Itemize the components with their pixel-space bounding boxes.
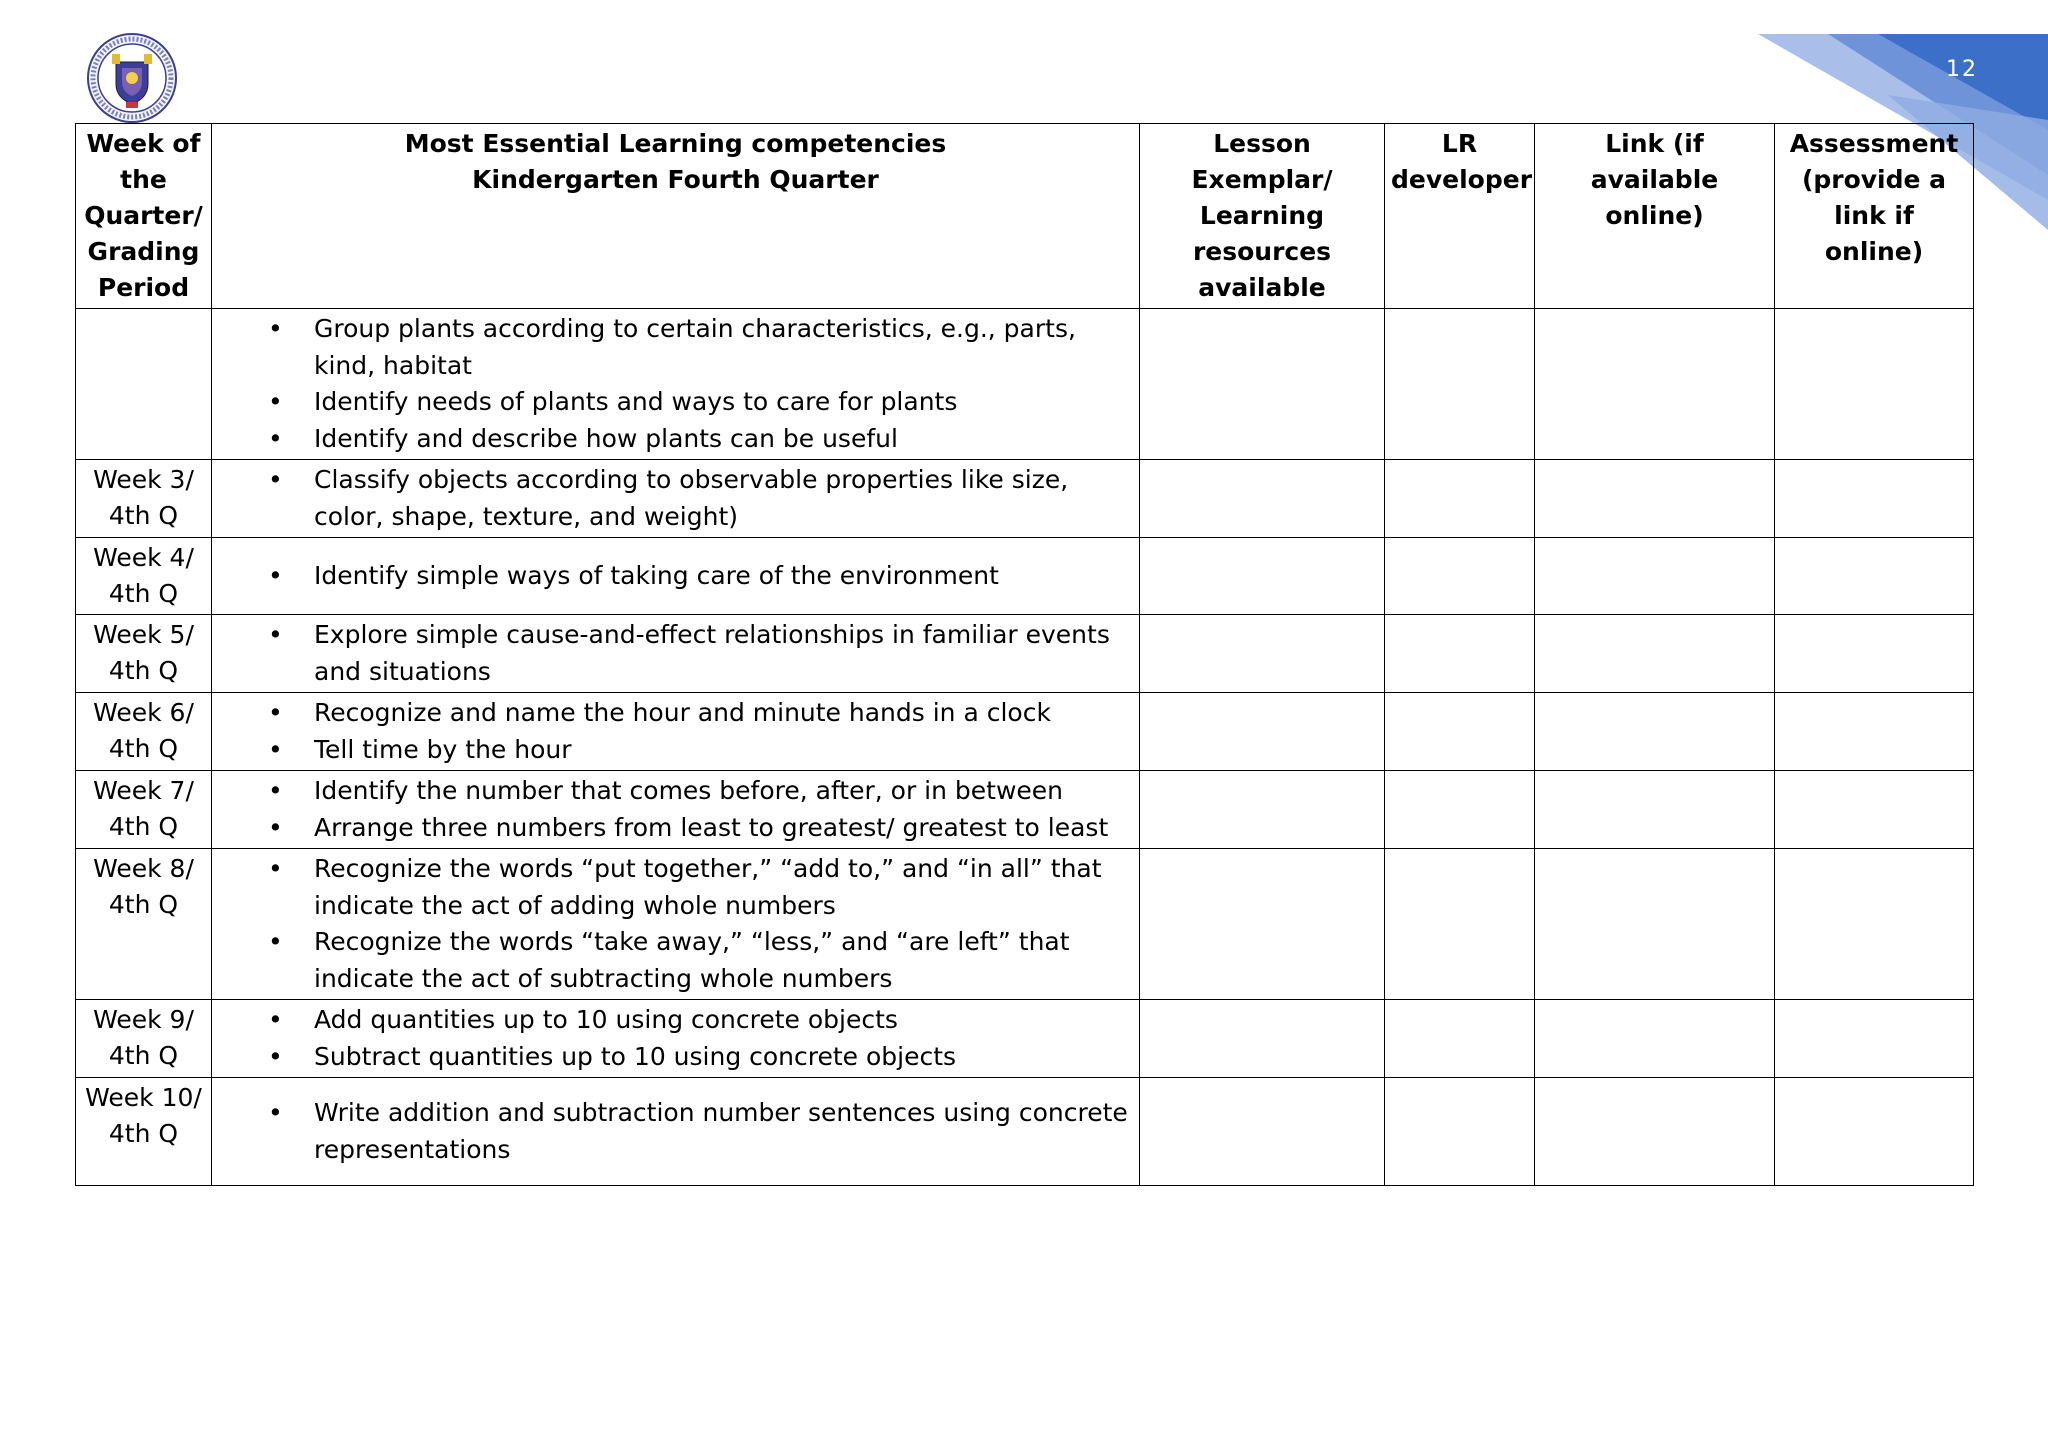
lesson-cell [1140,693,1385,771]
week-cell: Week 3/ 4th Q [76,460,212,538]
week-cell: Week 5/ 4th Q [76,615,212,693]
lr-developer-cell [1385,849,1535,1000]
lr-developer-cell [1385,1000,1535,1078]
page-number: 12 [1946,57,1978,82]
competency-item: • Write addition and subtraction number sentences using concrete representations [314,1095,1133,1168]
lr-developer-cell [1385,771,1535,849]
link-cell [1535,771,1775,849]
competency-item: • Tell time by the hour [314,732,1133,769]
competency-item: • Recognize the words “take away,” “less,” and “are left” that indicate the act of subtracting whole numbers [314,924,1133,997]
table-row [76,538,1974,615]
competency-item: • Arrange three numbers from least to greatest/ greatest to least [314,810,1133,847]
competencies-cell [212,309,1140,460]
lr-developer-cell [1385,693,1535,771]
competency-list [218,462,1133,535]
assessment-cell [1775,849,1974,1000]
week-cell [76,309,212,460]
competency-item: • Identify simple ways of taking care of the environment [314,558,1133,595]
competency-item: • Recognize and name the hour and minute hands in a clock [314,695,1133,732]
header-lesson-exemplar: Lesson Exemplar/ Learning resources available [1140,124,1385,309]
lesson-cell [1140,849,1385,1000]
competency-item: • Subtract quantities up to 10 using concrete objects [314,1039,1133,1076]
header-competencies: Most Essential Learning competencies Kindergarten Fourth Quarter [212,124,1140,309]
week-cell: Week 7/ 4th Q [76,771,212,849]
assessment-cell [1775,615,1974,693]
competencies-cell [212,693,1140,771]
assessment-cell [1775,693,1974,771]
header-assessment: Assessment (provide a link if online) [1775,124,1974,309]
table-row [76,849,1974,1000]
competencies-cell [212,849,1140,1000]
link-cell [1535,615,1775,693]
competency-list [218,311,1133,457]
link-cell [1535,538,1775,615]
lesson-cell [1140,771,1385,849]
competency-list [218,773,1133,846]
competencies-cell [212,538,1140,615]
competency-item: • Classify objects according to observable properties like size, color, shape, texture, and weight) [314,462,1133,535]
week-cell: Week 6/ 4th Q [76,693,212,771]
competencies-cell [212,1078,1140,1186]
header-week: Week of the Quarter/ Grading Period [76,124,212,309]
lr-developer-cell [1385,1078,1535,1186]
table-header-row [76,124,1974,309]
competency-list [218,695,1133,768]
competency-list [218,1095,1133,1168]
competency-list [218,558,1133,595]
link-cell [1535,1078,1775,1186]
lesson-cell [1140,538,1385,615]
week-cell: Week 9/ 4th Q [76,1000,212,1078]
table-row [76,771,1974,849]
header-link: Link (if available online) [1535,124,1775,309]
assessment-cell [1775,538,1974,615]
lesson-cell [1140,460,1385,538]
competencies-cell [212,771,1140,849]
table-row [76,1078,1974,1186]
competency-item: • Identify needs of plants and ways to care for plants [314,384,1133,421]
lesson-cell [1140,1078,1385,1186]
competency-item: • Explore simple cause-and-effect relationships in familiar events and situations [314,617,1133,690]
competency-item: • Group plants according to certain characteristics, e.g., parts, kind, habitat [314,311,1133,384]
header-lr-developer: LR developer [1385,124,1535,309]
competencies-cell [212,1000,1140,1078]
assessment-cell [1775,771,1974,849]
assessment-cell [1775,1078,1974,1186]
competencies-cell [212,460,1140,538]
lr-developer-cell [1385,309,1535,460]
competency-item: • Add quantities up to 10 using concrete objects [314,1002,1133,1039]
week-cell: Week 4/ 4th Q [76,538,212,615]
week-cell: Week 8/ 4th Q [76,849,212,1000]
assessment-cell [1775,309,1974,460]
competencies-cell [212,615,1140,693]
competency-list [218,617,1133,690]
competency-list [218,851,1133,997]
competency-item: • Identify the number that comes before, after, or in between [314,773,1133,810]
competency-item: • Recognize the words “put together,” “add to,” and “in all” that indicate the act of adding whole numbers [314,851,1133,924]
table-row [76,460,1974,538]
week-cell: Week 10/ 4th Q [76,1078,212,1186]
link-cell [1535,309,1775,460]
competency-list [218,1002,1133,1075]
link-cell [1535,1000,1775,1078]
assessment-cell [1775,1000,1974,1078]
lesson-cell [1140,1000,1385,1078]
melc-table [75,123,1974,1186]
lr-developer-cell [1385,538,1535,615]
lesson-cell [1140,309,1385,460]
competency-item: • Identify and describe how plants can be useful [314,421,1133,458]
table-row [76,309,1974,460]
lr-developer-cell [1385,615,1535,693]
table-row [76,693,1974,771]
link-cell [1535,693,1775,771]
deped-seal-icon [86,32,178,124]
lesson-cell [1140,615,1385,693]
link-cell [1535,460,1775,538]
lr-developer-cell [1385,460,1535,538]
assessment-cell [1775,460,1974,538]
link-cell [1535,849,1775,1000]
table-row [76,1000,1974,1078]
table-row [76,615,1974,693]
